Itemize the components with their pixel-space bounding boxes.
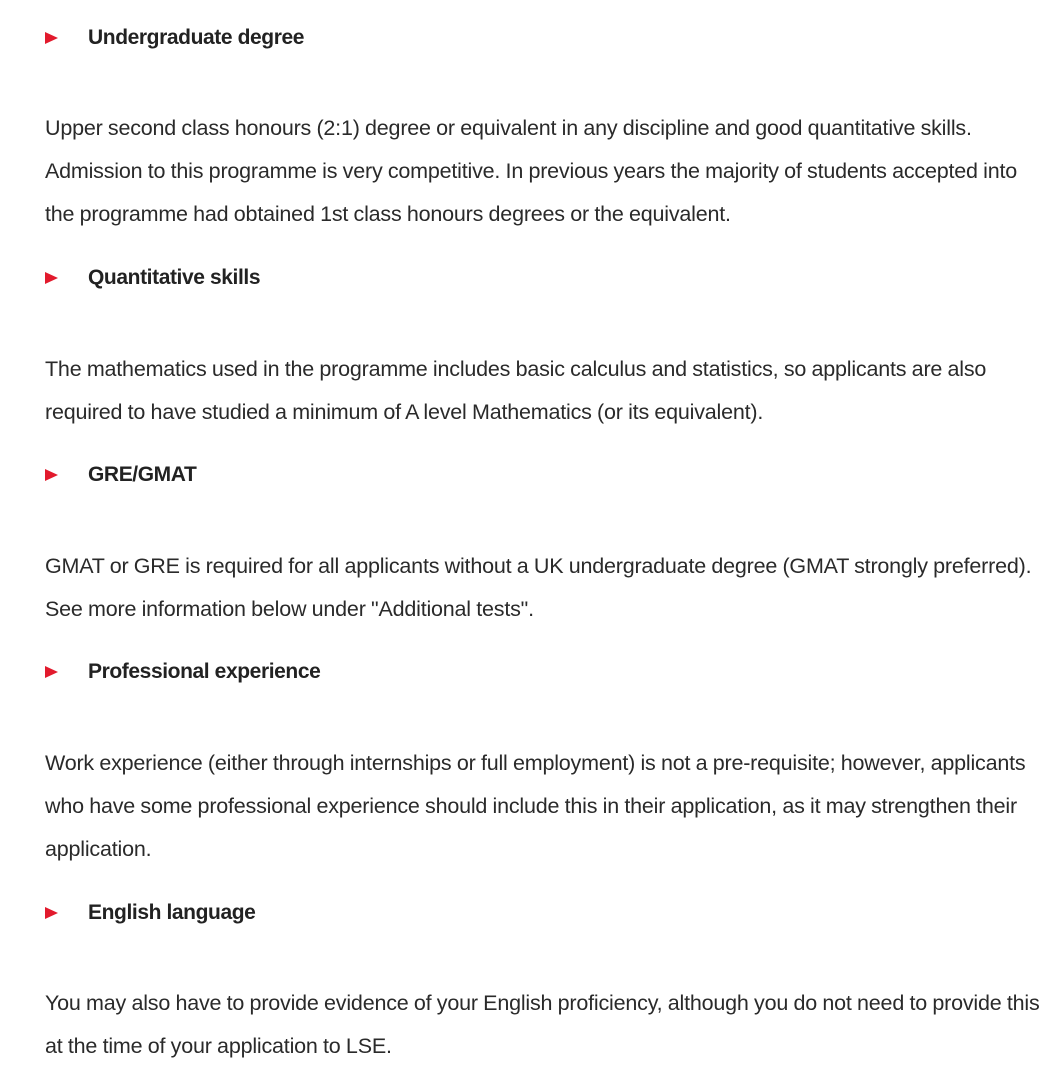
section-title: English language — [88, 901, 256, 924]
section-quantitative-skills — [45, 261, 1049, 295]
section-title: Professional experience — [88, 660, 321, 683]
section-title: Quantitative skills — [88, 266, 261, 289]
section-undergraduate-degree — [45, 21, 1049, 55]
triangle-right-icon — [45, 32, 58, 44]
section-heading-professional-experience[interactable] — [45, 655, 1049, 689]
section-body: You may also have to provide evidence of your English proficiency, although you do not need to provide this at the time of your application to LSE. — [45, 991, 1040, 1058]
triangle-right-icon — [45, 272, 58, 284]
triangle-right-icon — [45, 666, 58, 678]
section-english-language — [45, 896, 1049, 930]
section-gre-gmat — [45, 458, 1049, 492]
triangle-right-icon — [45, 469, 58, 481]
section-heading-undergraduate-degree[interactable] — [45, 21, 1049, 55]
section-professional-experience — [45, 655, 1049, 689]
section-body: Work experience (either through internships or full employment) is not a pre-requisite; however, applicants who have some professional experience should include this in their application, as it may strengthen their application. — [45, 751, 1026, 861]
section-heading-quantitative-skills[interactable] — [45, 261, 1049, 295]
section-body: GMAT or GRE is required for all applicants without a UK undergraduate degree (GMAT strongly preferred). See more information below under "Additional tests". — [45, 554, 1032, 621]
section-body: The mathematics used in the programme includes basic calculus and statistics, so applicants are also required to have studied a minimum of A level Mathematics (or its equivalent). — [45, 357, 987, 424]
section-title: Undergraduate degree — [88, 26, 305, 49]
section-heading-english-language[interactable] — [45, 896, 1049, 930]
section-title: GRE/GMAT — [88, 463, 197, 486]
section-heading-gre-gmat[interactable] — [45, 458, 1049, 492]
section-body: Upper second class honours (2:1) degree or equivalent in any discipline and good quantitative skills. Admission to this programme is very competitive. In previous years the majority of students accepted into the programme had obtained 1st class honours degrees or the equivalent. — [45, 116, 1017, 226]
triangle-right-icon — [45, 907, 58, 919]
